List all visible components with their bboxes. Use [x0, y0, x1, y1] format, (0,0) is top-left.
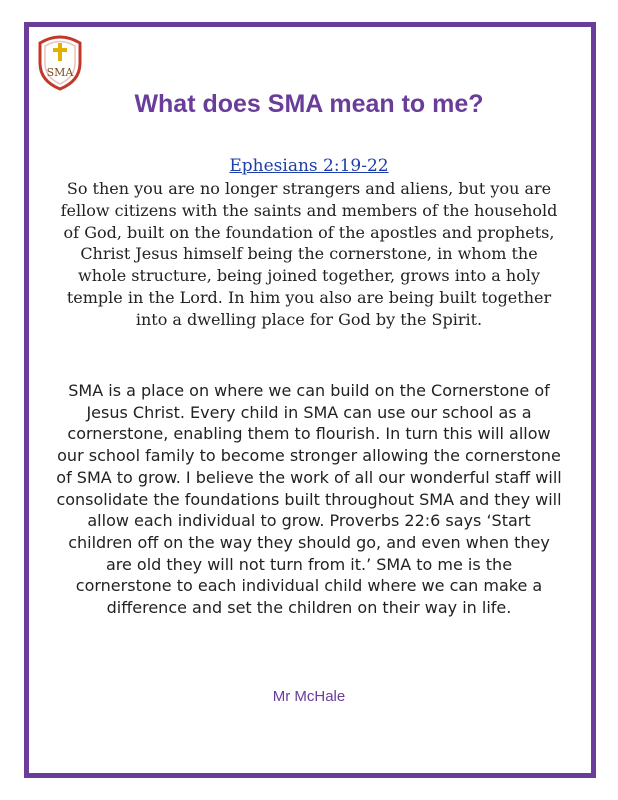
verse-text: So then you are no longer strangers and aliens, but you are fellow citizens with the saints and members of the household of God, built on the foundation of the apostles and prophets, Christ Jesus himself being the cornerstone, in whom the whole structure, being joined together, grows into a holy temple in the Lord. In him you also are being built together into a dwelling place for God by the Spirit.: [60, 179, 558, 329]
author-signature: Mr McHale: [272, 688, 346, 705]
school-crest-icon: [34, 33, 86, 91]
verse-reference-link[interactable]: Ephesians 2:19-22: [229, 156, 389, 176]
logo-text: SMA: [46, 66, 74, 79]
reflection-text: SMA is a place on where we can build on the Cornerstone of Jesus Christ. Every child in SMA can use our school as a cornerstone, enabling them to flourish. In turn this will allow our school family to become stronger allowing the cornerstone of SMA to grow. I believe the work of all our wonderful staff will consolidate the foundations built throughout SMA and they will allow each individual to grow. Proverbs 22:6 says ‘Start children off on the way they should go, and even when they are old they will not turn from it.’ SMA to me is the cornerstone to each individual child where we can make a difference and set the children on their way in life.: [56, 381, 562, 618]
page-title: What does SMA mean to me?: [134, 90, 484, 118]
